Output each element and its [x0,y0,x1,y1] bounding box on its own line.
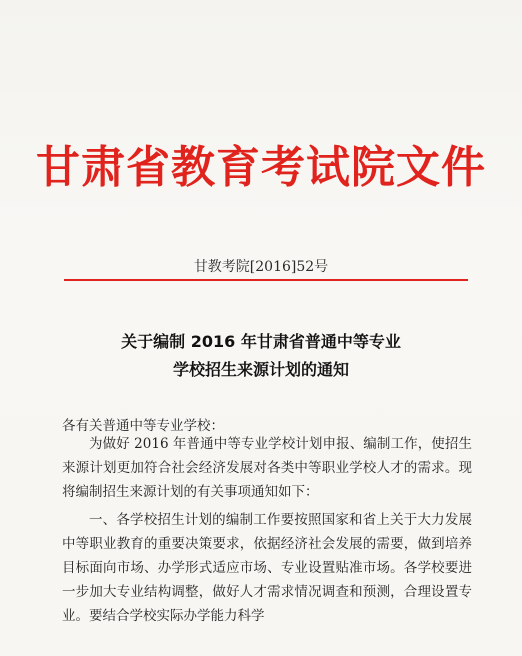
red-divider-line [64,279,468,281]
body-paragraph-2: 一、各学校招生计划的编制工作要按照国家和省上关于大力发展中等职业教育的重要决策要求，依据经济社会发展的需要，做到培养目标面向市场、办学形式适应市场、专业设置贴准市场。各学校要进一步加大专业结构调整，做好人才需求情况调查和预测，合理设置专业。要结合学校实际办学能力科学 [62,512,472,624]
notice-title-line-1: 关于编制 2016 年甘肃省普通中等专业 [121,332,401,351]
notice-title [0,328,522,384]
document-header-title: 甘肃省教育考试院文件 [36,142,486,193]
addressee: 各有关普通中等专业学校： [62,418,224,434]
notice-title-line-2: 学校招生来源计划的通知 [172,360,349,379]
document-number: 甘教考院[2016]52号 [193,259,329,275]
body-paragraph-1: 为做好 2016 年普通中等专业学校计划申报、编制工作，使招生来源计划更加符合社会经济发展对各类中等职业学校人才的需求。现将编制招生来源计划的有关事项通知如下： [62,436,472,500]
